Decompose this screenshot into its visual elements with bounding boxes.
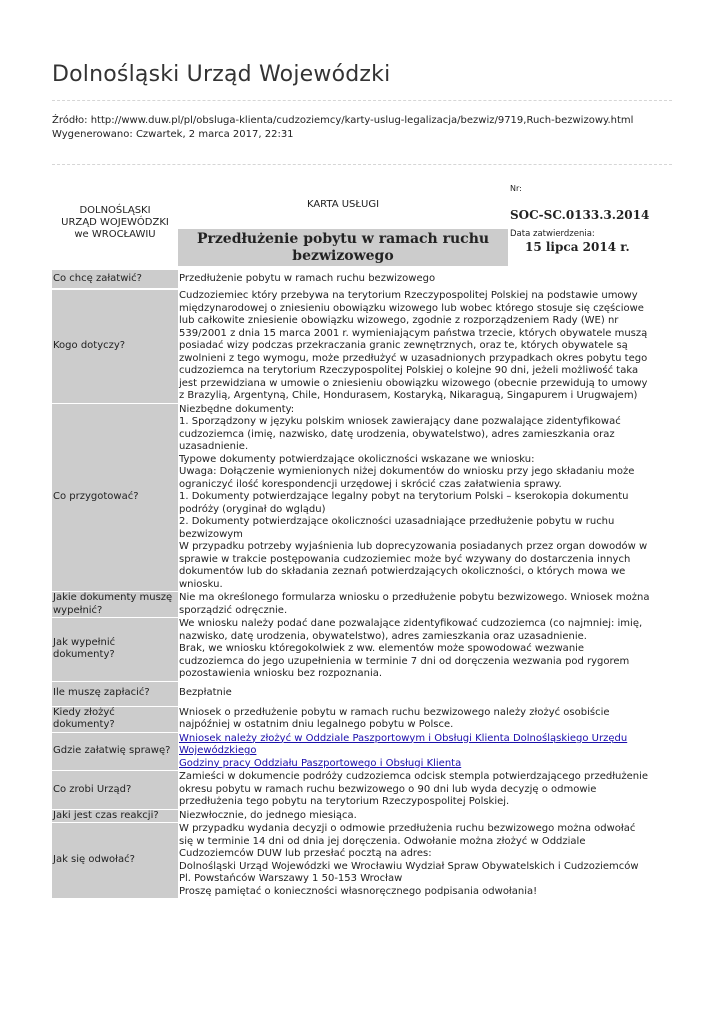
row-text: Nie ma określonego formularza wniosku o przedłużenie pobytu bezwizowego. Wniosek można sporządzić odręcznie. (179, 592, 650, 616)
divider (52, 100, 672, 101)
row-value (179, 404, 672, 592)
row-value (179, 707, 672, 732)
row-text: Wniosek o przedłużenie pobytu w ramach ruchu bezwizowego należy złożyć osobiście najpóźniej w ostatnim dniu legalnego pobytu w Polsce. (179, 706, 610, 730)
row-text: We wniosku należy podać dane pozwalające zidentyfikować cudzoziemca (co najmniej: imię, nazwisko, datę urodzenia, obywatelstwo), adres zamieszkania oraz uzasadnienie. Brak, we wniosku któregokolwiek z ww. elementów może spowodować wezwanie cudzoziemca do jego uzupełnienia w terminie 7 dni od doręczenia wezwania pod rygorem pozostawienia wniosku bez rozpoznania. (179, 618, 643, 679)
table-row (52, 823, 672, 898)
row-label: Co zrobi Urząd? (52, 771, 178, 809)
nr-label: Nr: (510, 184, 522, 193)
table-row (52, 733, 672, 771)
office-line: URZĄD WOJEWÓDZKI (61, 217, 169, 228)
source-meta (52, 114, 633, 142)
site-title: Dolnośląski Urząd Wojewódzki (52, 62, 391, 87)
card-code: SOC-SC.0133.3.2014 (510, 208, 650, 222)
row-label: Jak wypełnić dokumenty? (52, 618, 178, 681)
row-label: Kiedy złożyć dokumenty? (52, 707, 178, 732)
row-value (179, 733, 672, 771)
table-row (52, 290, 672, 403)
row-text: W przypadku wydania decyzji o odmowie przedłużenia ruchu bezwizowego można odwołać się w terminie 14 dni od dnia jej doręczenia. Odwołanie można złożyć w Oddziale Cudzoziemców DUW lub przesłać pocztą na adres: Dolnośląski Urząd Wojewódzki we Wrocławiu Wydział Spraw Obywatelskich i Cudzoziemców Pl. Powstańców Warszawy 1 50-153 Wrocław Proszę pamiętać o konieczności własnoręcznego podpisania odwołania! (179, 823, 639, 897)
row-text: Niezwłocznie, do jednego miesiąca. (179, 809, 357, 821)
table-row (52, 682, 672, 706)
office-line: we WROCŁAWIU (74, 229, 156, 240)
office-line: DOLNOŚLĄSKI (79, 205, 151, 216)
row-label: Gdzie załatwię sprawę? (52, 733, 178, 771)
divider (52, 164, 672, 165)
row-label: Jakie dokumenty muszę wypełnić? (52, 592, 178, 617)
row-label: Co przygotować? (52, 404, 178, 592)
row-value (179, 618, 672, 681)
row-label: Jak się odwołać? (52, 823, 178, 898)
row-value (179, 810, 672, 823)
table-row (52, 771, 672, 809)
card-label: KARTA USŁUGI (306, 199, 380, 210)
office-hours-link[interactable]: Godziny pracy Oddziału Paszportowego i Obsługi Klienta (179, 757, 462, 769)
service-table (52, 270, 672, 898)
row-value (179, 823, 672, 898)
row-value (179, 682, 672, 706)
row-text: Przedłużenie pobytu w ramach ruchu bezwizowego (179, 273, 436, 284)
table-row (52, 270, 672, 288)
row-label: Kogo dotyczy? (52, 290, 178, 403)
row-value (179, 270, 672, 288)
row-label: Jaki jest czas reakcji? (52, 810, 178, 823)
row-label: Co chcę załatwić? (52, 270, 178, 288)
approval-date-label: Data zatwierdzenia: (510, 229, 595, 239)
approval-date: 15 lipca 2014 r. (525, 240, 630, 254)
row-value (179, 771, 672, 809)
generated-line: Wygenerowano: Czwartek, 2 marca 2017, 22:31 (52, 129, 294, 140)
card-title: Przedłużenie pobytu w ramach ruchu bezwizowego (178, 229, 508, 266)
row-text: Bezpłatnie (179, 687, 232, 699)
row-text: Zamieści w dokumencie podróży cudzoziemca odcisk stempla potwierdzającego przedłużenie okresu pobytu w ramach ruchu bezwizowego o 90 dni lub wyda decyzję o odmowie przedłużenia tego pobytu na terytorium Rzeczypospolitej Polskiej. (179, 771, 649, 807)
table-row (52, 707, 672, 732)
table-row (52, 592, 672, 617)
table-row (52, 404, 672, 592)
source-line: Źródło: http://www.duw.pl/pl/obsluga-klienta/cudzoziemcy/karty-uslug-legalizacja/bezwiz/9719,Ruch-bezwizowy.html (52, 115, 634, 126)
row-value (179, 290, 672, 403)
row-value (179, 592, 672, 617)
row-label: Ile muszę zapłacić? (52, 682, 178, 706)
row-text: Niezbędne dokumenty: 1. Sporządzony w języku polskim wniosek zawierający dane pozwalające zidentyfikować cudzoziemca (imię, nazwisko, datę urodzenia, obywatelstwo), adres zamieszkania oraz uzasadnienie. Typowe dokumenty potwierdzające okoliczności wskazane we wniosku: Uwaga: Dołączenie wymienionych niżej dokumentów do wniosku przy jego składaniu może ograniczyć ilość korespondencji urzędowej i skrócić czas załatwienia sprawy. 1. Dokumenty potwierdzające legalny pobyt na terytorium Polski – kserokopia dokumentu podróży (oryginał do wglądu) 2. Dokumenty potwierdzające okoliczności uzasadniające przedłużenie pobytu w ruchu bezwizowym W przypadku potrzeby wyjaśnienia lub doprecyzowania posiadanych przez organ dowodów w sprawie w trakcie postępowania cudzoziemiec może być wzywany do dostarczenia innych dokumentów lub do składania zeznań potwierdzających okoliczności, o których mowa we wniosku. (179, 403, 648, 590)
table-row (52, 618, 672, 681)
row-text: Cudzoziemiec który przebywa na terytorium Rzeczypospolitej Polskiej na podstawie umowy międzynarodowej o zniesieniu obowiązku wizowego lub wobec którego stosuje się częściowe lub całkowite zniesienie obowiązku wizowego, zgodnie z rozporządzeniem Rady (WE) nr 539/2001 z dnia 15 marca 2001 r. wymieniającym państwa trzecie, których obywatele muszą posiadać wizy podczas przekraczania granic zewnętrznych, oraz te, których obywatele są zwolnieni z tego wymogu, może przedłużyć w uzasadnionych przypadkach okres pobytu tego cudzoziemca na terytorium Rzeczypospolitej Polskiej o kolejne 90 dni, jeżeli możliwość taka jest przewidziana w umowie o zniesieniu obowiązku wizowego (obecnie przewidują to umowy z Brazylią, Argentyną, Chile, Hondurasem, Kostaryką, Nikaraguą, Singapurem i Urugwajem) (179, 290, 648, 401)
table-row (52, 810, 672, 823)
office-name (52, 205, 178, 241)
office-link[interactable]: Wniosek należy złożyć w Oddziale Paszportowym i Obsługi Klienta Dolnośląskiego Urzędu Wojewódzkiego (179, 732, 628, 756)
